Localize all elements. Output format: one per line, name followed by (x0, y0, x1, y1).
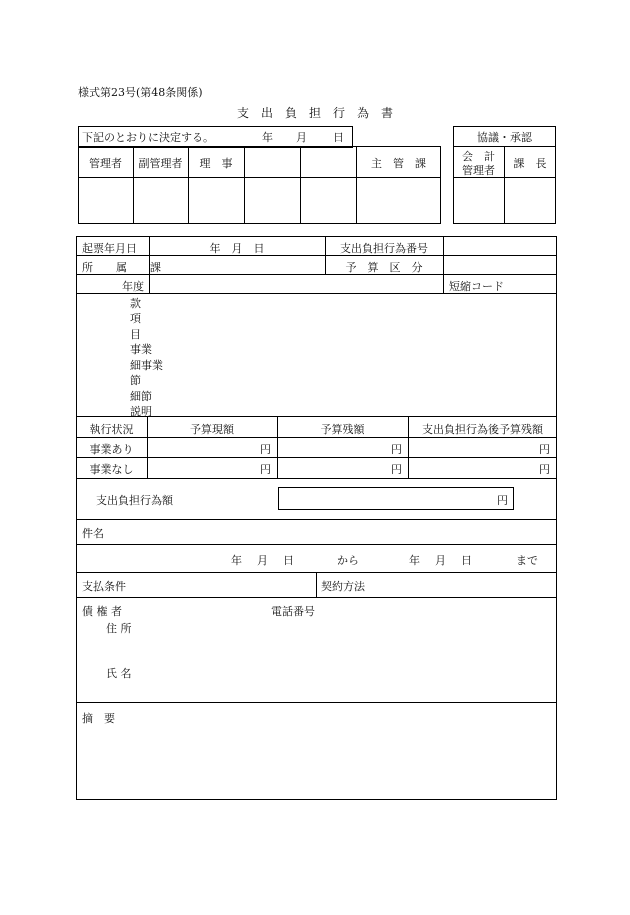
form-number: 様式第23号(第48条関係) (78, 86, 203, 99)
start-date-label: 起票年月日 (82, 242, 137, 255)
consult-col1-line1: 会 計 (462, 150, 495, 163)
amount-unit: 円 (497, 494, 508, 507)
budget-row-unit: 円 (260, 443, 271, 456)
expense-number-label: 支出負担行為番号 (340, 242, 428, 255)
budget-header-after: 支出負担行為後予算残額 (422, 423, 543, 436)
budget-header-remaining: 予算残額 (320, 423, 365, 436)
short-code-label: 短縮コード (449, 280, 504, 293)
budget-row-unit: 円 (539, 463, 550, 476)
budget-item-kou: 項 (130, 312, 141, 325)
approver-label-5: 主 管 課 (371, 157, 426, 170)
period-end: 年 月 日 (409, 554, 474, 567)
summary-label: 摘 要 (82, 712, 115, 725)
department-label: 所 属 課 (82, 261, 167, 274)
decision-text: 下記のとおりに決定する。 (82, 131, 214, 144)
budget-division-label: 予 算 区 分 (345, 261, 423, 274)
subject-label: 件名 (82, 527, 104, 540)
budget-header-current: 予算現額 (190, 423, 234, 436)
document-title: 支 出 負 担 行 為 書 (236, 106, 393, 120)
budget-row-label: 事業なし (89, 463, 134, 476)
approver-label-0: 管理者 (89, 157, 122, 170)
budget-item-saijigyou: 細事業 (130, 359, 163, 372)
budget-row-unit: 円 (391, 463, 402, 476)
name-label: 氏 名 (106, 667, 132, 680)
budget-row-unit: 円 (539, 443, 550, 456)
period-start: 年 月 日 (231, 554, 296, 567)
budget-item-kan: 款 (130, 297, 141, 310)
address-label: 住 所 (106, 622, 132, 635)
budget-header-status: 執行状況 (89, 423, 134, 436)
budget-item-setsu: 節 (130, 374, 141, 387)
start-date-ymd: 年 月 日 (209, 242, 265, 255)
decision-month: 月 (296, 131, 307, 144)
consult-col1-line2: 管理者 (462, 164, 495, 177)
budget-item-setsumei: 説明 (130, 405, 152, 418)
period-from: から (337, 554, 359, 567)
consult-col2: 課 長 (513, 157, 547, 170)
consult-header: 協議・承認 (477, 131, 532, 144)
main-form-border (76, 236, 557, 800)
amount-label: 支出負担行為額 (96, 494, 173, 507)
budget-row-label: 事業あり (89, 443, 134, 456)
phone-label: 電話番号 (271, 605, 315, 618)
period-until: まで (516, 554, 538, 567)
budget-item-moku: 目 (130, 328, 141, 341)
approver-label-2: 理 事 (199, 157, 233, 170)
decision-year: 年 (262, 131, 273, 144)
creditor-label: 債 権 者 (82, 605, 122, 618)
approver-label-1: 副管理者 (138, 157, 183, 170)
budget-row-unit: 円 (391, 443, 402, 456)
decision-day: 日 (333, 131, 344, 144)
fiscal-year-label: 年度 (122, 280, 144, 293)
contract-method-label: 契約方法 (321, 580, 365, 593)
budget-item-saisetsu: 細節 (130, 390, 152, 403)
budget-row-unit: 円 (260, 463, 271, 476)
budget-item-jigyou: 事業 (130, 343, 152, 356)
payment-terms-label: 支払条件 (82, 580, 126, 593)
